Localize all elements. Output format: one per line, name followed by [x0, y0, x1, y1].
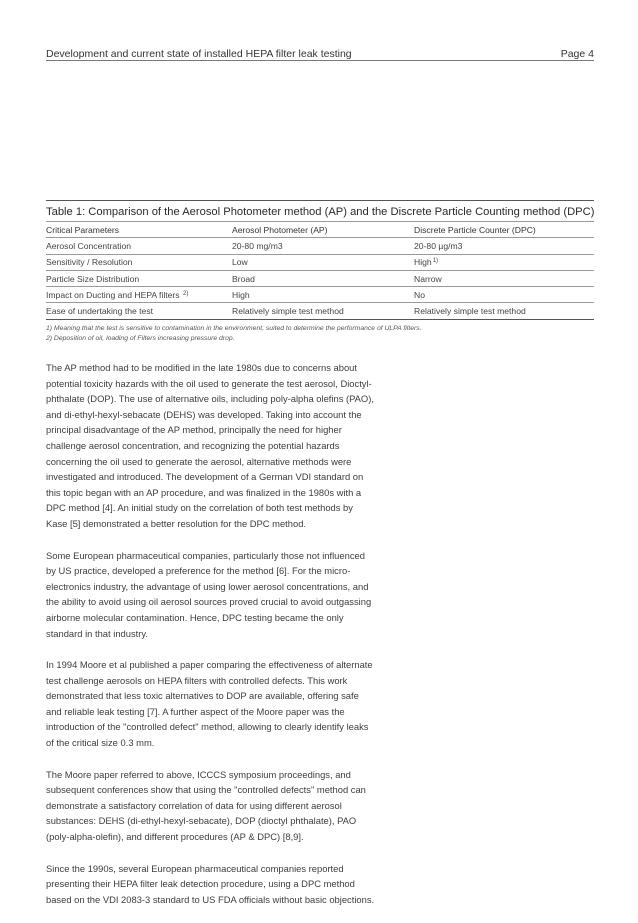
column-header-dpc: Discrete Particle Counter (DPC) [414, 222, 594, 238]
footnote-2: 2) Deposition of oil, loading of Filters increasing pressure drop. [46, 334, 235, 342]
column-header-ap: Aerosol Photometer (AP) [232, 222, 414, 238]
paragraph: Some European pharmaceutical companies, particularly those not influenced by US practice, developed a preference for the method [6]. For the micro-electronics industry, the advantage of using lower aerosol concentrations, and the ability to avoid using oil aerosol sources proved crucial to avoid outgassing airborne molecular contamination. Hence, DPC testing became the only standard in that industry. [46, 549, 372, 639]
cell-parameter-value: Impact on Ducting and HEPA filters [46, 289, 180, 300]
comparison-table [46, 221, 594, 320]
cell-parameter: Ease of undertaking the test [46, 303, 232, 319]
cell-ap: Relatively simple test method [232, 303, 414, 319]
footnote-ref: 2) [182, 290, 189, 297]
body-text [46, 360, 376, 923]
column-header-parameters: Critical Parameters [46, 222, 232, 238]
footnote-ref: 1) [432, 258, 439, 265]
page-number: Page 4 [560, 48, 594, 60]
paragraph: The AP method had to be modified in the late 1980s due to concerns about potential toxicity hazards with the oil used to generate the test aerosol, Dioctyl-phthalate (DOP). The use of alternative oils, including poly-alpha olefins (PAO), and di-ethyl-hexyl-sebacate (DEHS) was developed. Taking into account the principal disadvantage of the AP method, principally the need for higher challenge aerosol concentration, and recognizing the potential hazards concerning the oil used to generate the aerosol, alternative methods were investigated and introduced. The development of a German VDI standard on this topic began with an AP procedure, and was finalized in the 1980s with a DPC method [4]. An initial study on the correlation of both test methods by Kase [5] demonstrated a better resolution for the DPC method. [46, 362, 374, 529]
footnote-1: 1) Meaning that the test is sensitive to contamination in the environment, suited to determine the performance of ULPA filters. [46, 324, 422, 332]
table-footnotes [46, 324, 594, 344]
table-row [46, 287, 594, 303]
cell-parameter: Particle Size Distribution [46, 270, 232, 286]
table-row [46, 254, 594, 270]
table-caption: Table 1: Comparison of the Aerosol Photometer method (AP) and the Discrete Particle Counting method (DPC) [46, 206, 595, 218]
cell-dpc: No [414, 287, 594, 303]
cell-ap: 20-80 mg/m3 [232, 238, 414, 254]
table-header-row [46, 222, 594, 238]
table-row [46, 238, 594, 254]
cell-ap: Low [232, 254, 414, 270]
paragraph: In 1994 Moore et al published a paper comparing the effectiveness of alternate test challenge aerosols on HEPA filters with controlled defects. This work demonstrated that less toxic alternatives to DOP are available, offering safe and reliable leak testing [7]. A further aspect of the Moore paper was the introduction of the "controlled defect" method, allowing to clearly identify leaks of the critical size 0.3 mm. [46, 659, 373, 749]
paragraph: The Moore paper referred to above, ICCCS symposium proceedings, and subsequent conferences show that using the "controlled defects" method can demonstrate a satisfactory correlation of data for using different aerosol substances: DEHS (di-ethyl-hexyl-sebacate), DOP (dioctyl phthalate), PAO (poly-alpha-olefin), and different procedures (AP & DPC) [8,9]. [46, 768, 366, 843]
table-row [46, 303, 594, 319]
cell-parameter: Sensitivity / Resolution [46, 254, 232, 270]
cell-dpc-value: High [414, 257, 432, 268]
cell-dpc: Narrow [414, 270, 594, 286]
paragraph: Since the 1990s, several European pharmaceutical companies reported presenting their HEPA filter leak detection procedure, using a DPC method based on the VDI 2083-3 standard to US FDA officials without basic objections. [46, 862, 375, 905]
cell-parameter: Aerosol Concentration [46, 238, 232, 254]
table-row [46, 270, 594, 286]
cell-dpc: Relatively simple test method [414, 303, 594, 319]
comparison-table-section [46, 200, 594, 344]
cell-dpc [414, 254, 594, 270]
document-title: Development and current state of installed HEPA filter leak testing [46, 48, 352, 60]
cell-ap: Broad [232, 270, 414, 286]
header-divider [46, 60, 594, 61]
cell-parameter [46, 287, 232, 303]
page-header [46, 44, 594, 60]
cell-ap: High [232, 287, 414, 303]
cell-dpc: 20-80 µg/m3 [414, 238, 594, 254]
